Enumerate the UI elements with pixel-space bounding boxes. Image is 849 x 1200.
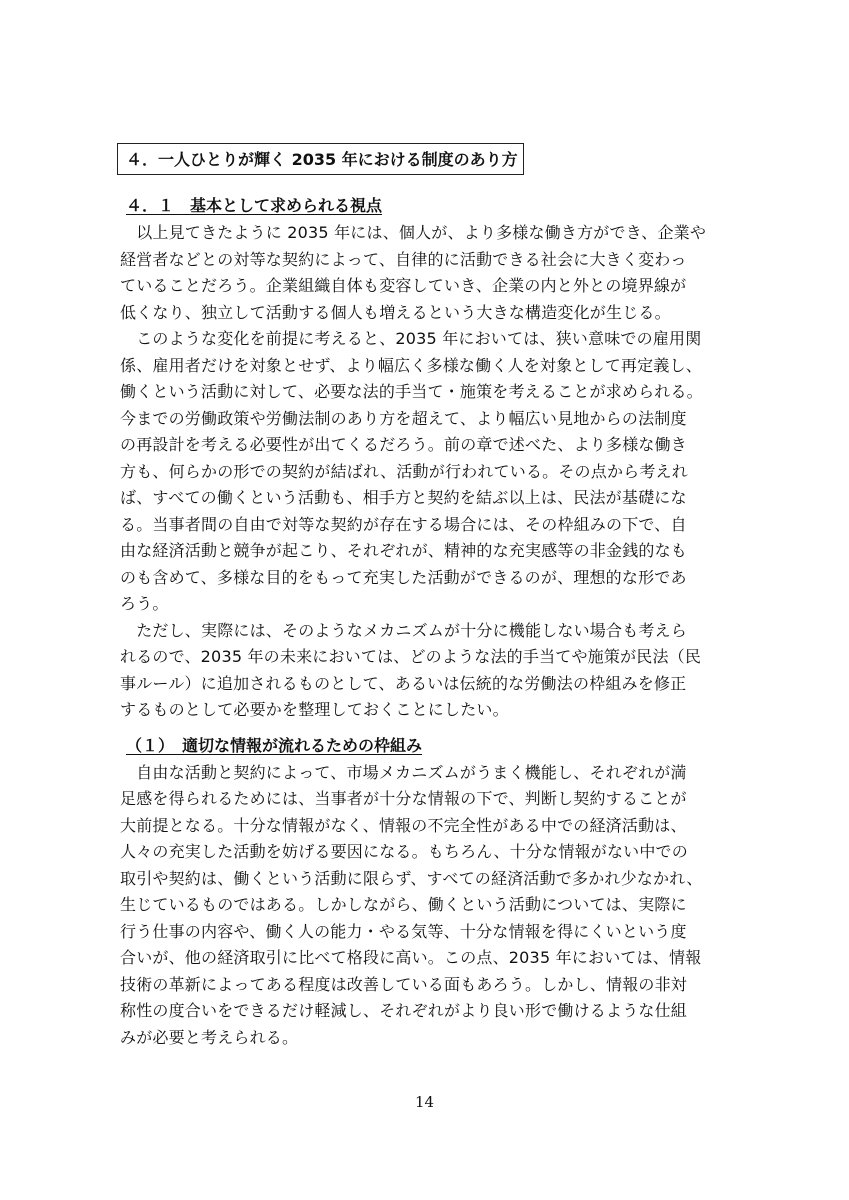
section-body-line: 経営者などとの対等な契約によって、自律的に活動できる社会に大きく変わっ xyxy=(120,250,687,269)
page-number: 14 xyxy=(414,1093,435,1111)
section-body-line: 方も、何らかの形での契約が結ばれ、活動が行われている。その点から考えれ xyxy=(120,462,688,481)
section-body-line: ていることだろう。企業組織自体も変容していき、企業の内と外との境界線が xyxy=(120,276,687,295)
sub-body-line: 足感を得られるためには、当事者が十分な情報の下で、判断し契約することが xyxy=(120,789,687,808)
section-body-line: 係、雇用者だけを対象とせず、より幅広く多様な働く人を対象として再定義し、 xyxy=(120,356,702,375)
section-body-line: 由な経済活動と競争が起こり、それぞれが、精神的な充実感等の非金銭的なも xyxy=(120,541,688,560)
sub-body-line: 大前提となる。十分な情報がなく、情報の不完全性がある中での経済活動は、 xyxy=(120,816,687,835)
sub-body-line: 生じているものではある。しかしながら、働くという活動については、実際に xyxy=(120,895,687,914)
sub-body-line: 自由な活動と契約によって、市場メカニズムがうまく機能し、それぞれが満 xyxy=(120,763,687,782)
section-body-line: ば、すべての働くという活動も、相手方と契約を結ぶ以上は、民法が基礎にな xyxy=(120,488,687,507)
sub-body-line: 称性の度合いをできるだけ軽減し、それぞれがより良い形で働けるような仕組 xyxy=(120,1001,688,1020)
section-body-line: 以上見てきたように 2035 年には、個人が、より多様な働き方ができ、企業や xyxy=(120,223,707,242)
section-heading: ４．１ 基本として求められる視点 xyxy=(126,196,383,215)
sub-body-line: 人々の充実した活動を妨げる要因になる。もちろん、十分な情報がない中での xyxy=(120,842,688,861)
section-body-line: 今までの労働政策や労働法制のあり方を超えて、より幅広い見地からの法制度 xyxy=(120,409,687,428)
sub-body-line: 合いが、他の経済取引に比べて格段に高い。この点、2035 年においては、情報 xyxy=(120,948,702,967)
sub-body-line: みが必要と考えられる。 xyxy=(120,1028,299,1047)
section-body-line: 事ルール）に追加されるものとして、あるいは伝統的な労働法の枠組みを修正 xyxy=(120,674,687,693)
section-body-line: ろう。 xyxy=(120,594,169,613)
sub-body-line: 取引や契約は、働くという活動に限らず、すべての経済活動で多かれ少なかれ、 xyxy=(120,869,703,888)
section-body-line: の再設計を考える必要性が出てくるだろう。前の章で述べた、より多様な働き xyxy=(120,435,688,454)
section-body-line: ただし、実際には、そのようなメカニズムが十分に機能しない場合も考えら xyxy=(120,621,688,640)
sub-heading: （１） 適切な情報が流れるための枠組み xyxy=(126,736,423,755)
sub-body-line: 行う仕事の内容や、働く人の能力・やる気等、十分な情報を得にくいという度 xyxy=(120,922,687,941)
section-body-line: このような変化を前提に考えると、2035 年においては、狭い意味での雇用関 xyxy=(120,329,702,348)
sub-body-line: 技術の革新によってある程度は改善している面もあろう。しかし、情報の非対 xyxy=(120,975,688,994)
section-body-line: れるので、2035 年の未来においては、どのような法的手当てや施策が民法（民 xyxy=(120,647,702,666)
chapter-heading: ４．一人ひとりが輝く 2035 年における制度のあり方 xyxy=(117,143,524,175)
section-body-line: するものとして必要かを整理しておくことにしたい。 xyxy=(120,700,509,719)
section-body-line: 低くなり、独立して活動する個人も増えるという大きな構造変化が生じる。 xyxy=(120,303,671,322)
section-body-line: る。当事者間の自由で対等な契約が存在する場合には、その枠組みの下で、自 xyxy=(120,515,687,534)
section-body-line: のも含めて、多様な目的をもって充実した活動ができるのが、理想的な形であ xyxy=(120,568,687,587)
section-body-line: 働くという活動に対して、必要な法的手当て・施策を考えることが求められる。 xyxy=(120,382,703,401)
